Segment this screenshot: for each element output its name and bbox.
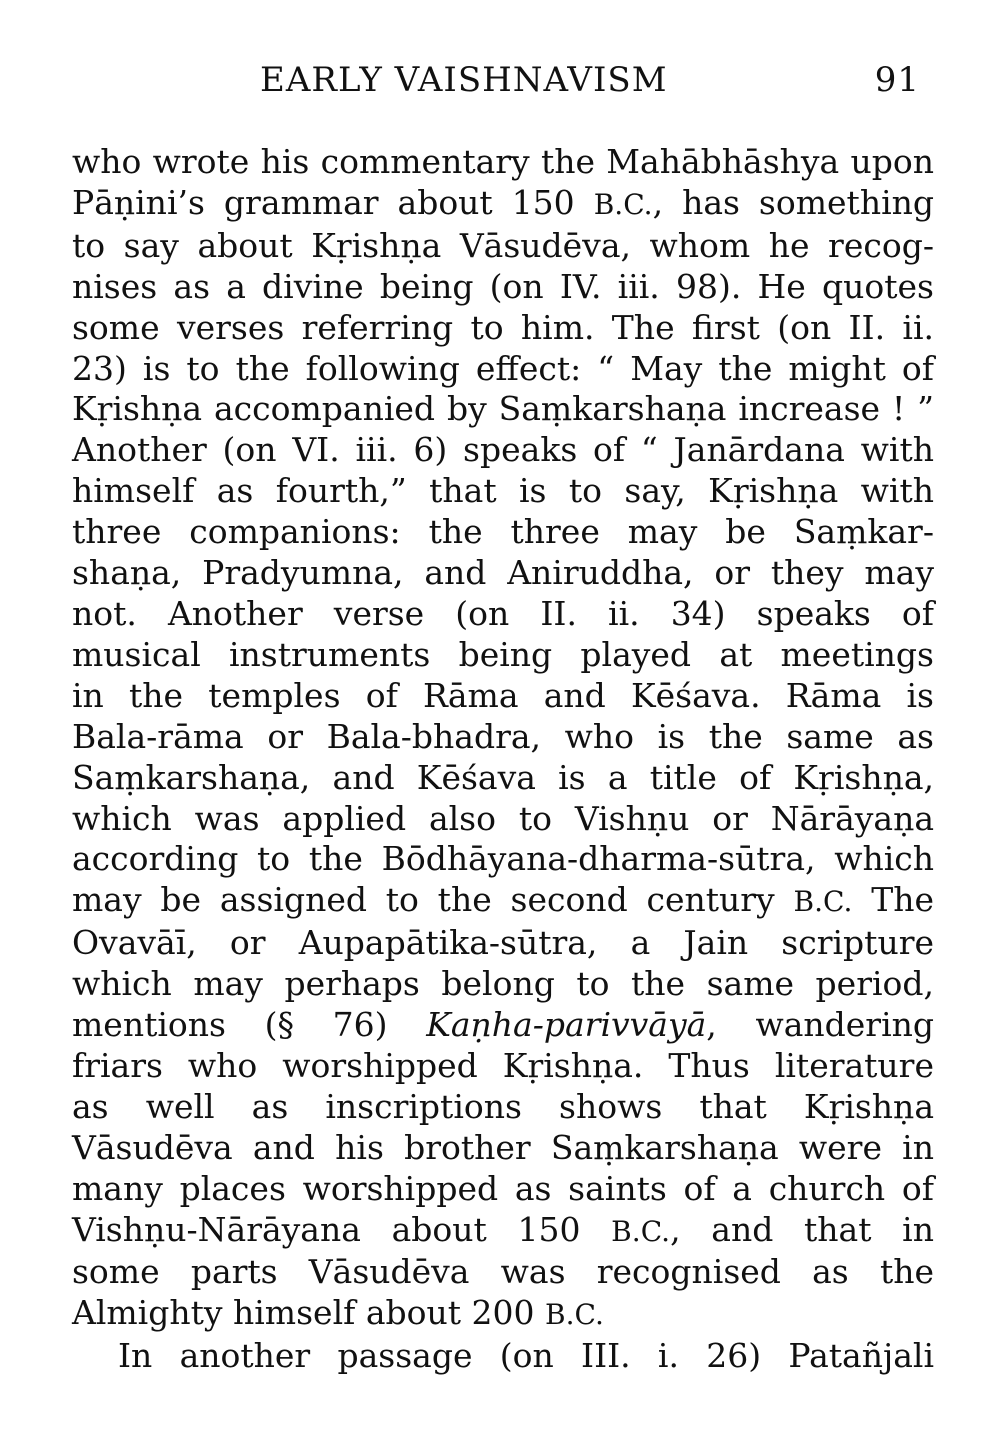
text-line: Pāṇini’s grammar about 150 B.C., has something <box>72 182 935 222</box>
text-line: shaṇa, Pradyumna, and Aniruddha, or they may <box>72 553 934 593</box>
text-line: Vāsudēva and his brother Saṃkarshaṇa were in <box>72 1127 934 1167</box>
text-line: Saṃkarshaṇa, and Kēśava is a title of Kṛishṇa, <box>72 757 934 797</box>
running-title: EARLY VAISHNAVISM <box>260 60 668 100</box>
text-line: some verses referring to him. The first (on II. ii. <box>72 307 934 347</box>
text-line: Ovavāī, or Aupapātika-sūtra, a Jain scripture <box>72 923 934 963</box>
text-line: who wrote his commentary the Mahābhāshya upon <box>72 142 934 181</box>
text-line: nises as a divine being (on IV. iii. 98). He quotes <box>72 266 934 306</box>
text-line: may be assigned to the second century B.C. The <box>72 880 934 920</box>
running-head <box>72 60 934 104</box>
text-line: according to the Bōdhāyana-dharma-sūtra, which <box>72 839 934 879</box>
text-line: Kṛishṇa accompanied by Saṃkarshaṇa increase ! ” <box>72 389 934 429</box>
text-line: Vishṇu-Nārāyana about 150 B.C., and that in <box>72 1209 934 1249</box>
text-line: to say about Kṛishṇa Vāsudēva, whom he recog- <box>72 225 934 265</box>
text-line: many places worshipped as saints of a church of <box>72 1168 934 1208</box>
text-line: 23) is to the following effect: “ May the might of <box>72 348 934 388</box>
text-line: in the temples of Rāma and Kēśava. Rāma is <box>72 675 934 715</box>
text-line: not. Another verse (on II. ii. 34) speaks of <box>72 593 934 633</box>
text-line: In another passage (on III. i. 26) Patañjali <box>118 1336 934 1376</box>
page-number: 91 <box>874 60 920 100</box>
book-page <box>72 60 934 1377</box>
text-line: musical instruments being played at meetings <box>72 634 934 674</box>
text-line: which was applied also to Vishṇu or Nārāyaṇa <box>72 798 934 838</box>
text-line: Bala-rāma or Bala-bhadra, who is the same as <box>72 716 934 756</box>
text-line: some parts Vāsudēva was recognised as the <box>72 1252 934 1292</box>
text-line: himself as fourth,” that is to say, Kṛishṇa with <box>72 471 934 511</box>
text-line: Another (on VI. iii. 6) speaks of “ Janārdana with <box>72 430 934 470</box>
text-line: which may perhaps belong to the same period, <box>72 964 934 1004</box>
body-text <box>72 142 934 1377</box>
text-line: three companions: the three may be Saṃkar- <box>72 512 934 552</box>
text-line: Almighty himself about 200 B.C. <box>72 1293 604 1333</box>
text-line: friars who worshipped Kṛishṇa. Thus literature <box>72 1045 934 1085</box>
text-line: mentions (§ 76) Kaṇha-parivvāyā, wandering <box>72 1005 934 1045</box>
text-line: as well as inscriptions shows that Kṛishṇa <box>72 1086 934 1126</box>
